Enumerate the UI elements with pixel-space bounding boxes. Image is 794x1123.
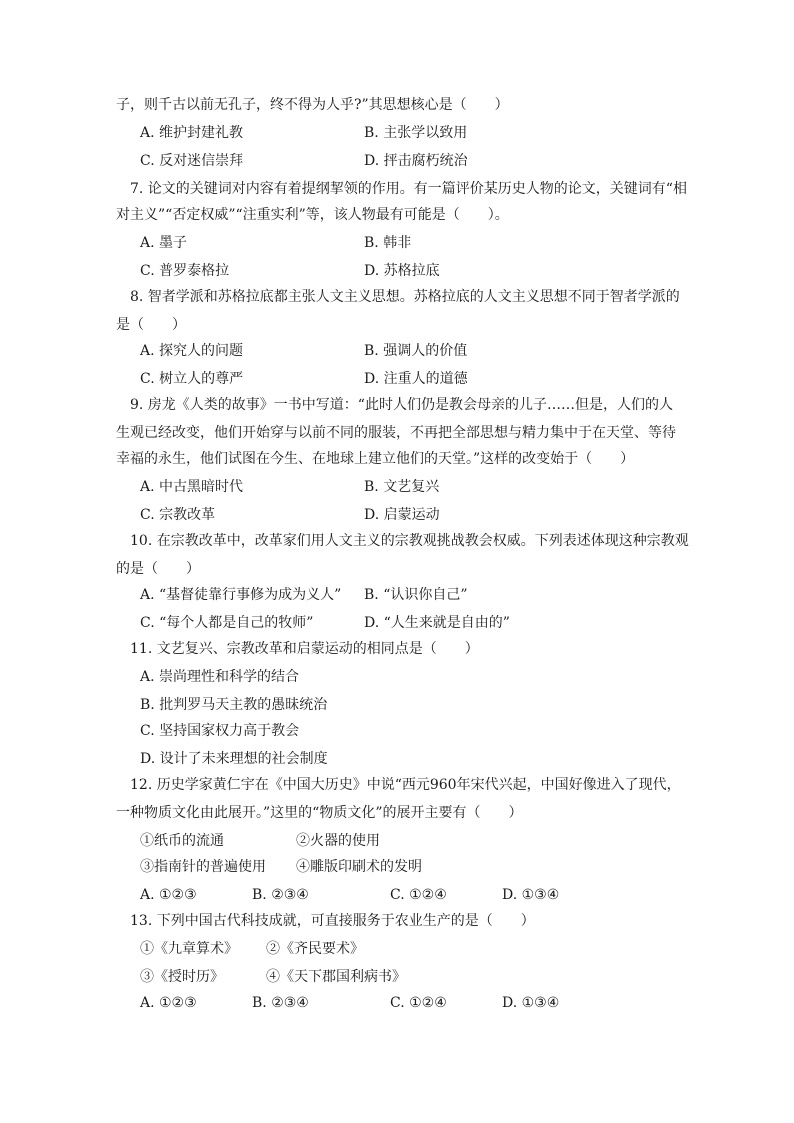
q13-item-3: ③《授时历》 xyxy=(140,969,224,985)
q12-item-4: ④雕版印刷术的发明 xyxy=(296,859,422,875)
q10-stem-line2: 的是（ ） xyxy=(116,561,200,577)
q10-stem-line1: 10. 在宗教改革中，改革家们用人文主义的宗教观挑战教会权威。下列表述体现这种宗教观 xyxy=(130,533,689,549)
q11-option-a: A. 崇尚理性和科学的结合 xyxy=(140,669,300,685)
q6-stem-continuation: 子，则千古以前无孔子，终不得为人乎?”其思想核心是（ ） xyxy=(116,97,509,113)
q12-stem-line2: 一种物质文化由此展开。”这里的“物质文化”的展开主要有（ ） xyxy=(116,805,523,821)
q9-stem-line3: 幸福的永生，他们试图在今生、在地球上建立他们的天堂。”这样的改变始于（ ） xyxy=(116,451,635,467)
q9-stem-line2: 生观已经改变，他们开始穿与以前不同的服装，不再把全部思想与精力集中于在天堂、等待 xyxy=(116,425,676,441)
q12-option-a: A. ①②③ xyxy=(140,887,197,903)
q10-option-d: D. “人生来就是自由的” xyxy=(364,615,510,631)
q8-option-b: B. 强调人的价值 xyxy=(364,343,468,359)
q13-item-2: ②《齐民要术》 xyxy=(266,941,364,957)
q10-option-b: B. “认识你自己” xyxy=(364,587,468,603)
q6-option-b: B. 主张学以致用 xyxy=(364,125,468,141)
q9-option-d: D. 启蒙运动 xyxy=(364,507,440,523)
q9-option-b: B. 文艺复兴 xyxy=(364,479,440,495)
q9-option-c: C. 宗教改革 xyxy=(140,507,216,523)
q12-item-2: ②火器的使用 xyxy=(296,833,380,849)
q7-option-a: A. 墨子 xyxy=(140,235,188,251)
q7-stem-line2: 对主义”“否定权威”“注重实利”等，该人物最有可能是（ ）。 xyxy=(116,207,509,223)
q11-option-c: C. 坚持国家权力高于教会 xyxy=(140,723,300,739)
q7-option-d: D. 苏格拉底 xyxy=(364,263,440,279)
q13-option-c: C. ①②④ xyxy=(390,995,447,1011)
q6-option-a: A. 维护封建礼教 xyxy=(140,125,244,141)
q12-item-3: ③指南针的普遍使用 xyxy=(140,859,266,875)
q9-option-a: A. 中古黑暗时代 xyxy=(140,479,244,495)
q13-stem: 13. 下列中国古代科技成就，可直接服务于农业生产的是（ ） xyxy=(130,913,535,929)
q12-option-c: C. ①②④ xyxy=(390,887,447,903)
q9-stem-line1: 9. 房龙《人类的故事》一书中写道：“此时人们仍是教会母亲的儿子……但是，人们的人 xyxy=(130,397,673,413)
q13-option-b: B. ②③④ xyxy=(252,995,309,1011)
q8-stem-line1: 8. 智者学派和苏格拉底都主张人文主义思想。苏格拉底的人文主义思想不同于智者学派的 xyxy=(130,289,680,305)
q8-option-c: C. 树立人的尊严 xyxy=(140,371,244,387)
q6-option-c: C. 反对迷信崇拜 xyxy=(140,153,244,169)
q8-option-d: D. 注重人的道德 xyxy=(364,371,468,387)
q7-option-b: B. 韩非 xyxy=(364,235,412,251)
q11-option-b: B. 批判罗马天主教的愚昧统治 xyxy=(140,697,328,713)
q8-option-a: A. 探究人的问题 xyxy=(140,343,244,359)
q13-option-d: D. ①③④ xyxy=(502,995,560,1011)
q10-option-a: A. “基督徒靠行事修为成为义人” xyxy=(140,587,342,603)
q12-item-1: ①纸币的流通 xyxy=(140,833,224,849)
q13-option-a: A. ①②③ xyxy=(140,995,197,1011)
q13-item-1: ①《九章算术》 xyxy=(140,941,238,957)
q12-stem-line1: 12. 历史学家黄仁宇在《中国大历史》中说“西元960年宋代兴起，中国好像进入了现代， xyxy=(130,777,681,793)
q11-option-d: D. 设计了未来理想的社会制度 xyxy=(140,751,328,767)
q13-item-4: ④《天下郡国利病书》 xyxy=(266,969,406,985)
q12-option-b: B. ②③④ xyxy=(252,887,309,903)
q7-stem-line1: 7. 论文的关键词对内容有着提纲挈领的作用。有一篇评价某历史人物的论文，关键词有“相 xyxy=(130,181,687,197)
q12-option-d: D. ①③④ xyxy=(502,887,560,903)
q10-option-c: C. “每个人都是自己的牧师” xyxy=(140,615,314,631)
q7-option-c: C. 普罗泰格拉 xyxy=(140,263,230,279)
q11-stem: 11. 文艺复兴、宗教改革和启蒙运动的相同点是（ ） xyxy=(130,641,479,657)
q6-option-d: D. 抨击腐朽统治 xyxy=(364,153,468,169)
q8-stem-line2: 是（ ） xyxy=(116,317,186,333)
